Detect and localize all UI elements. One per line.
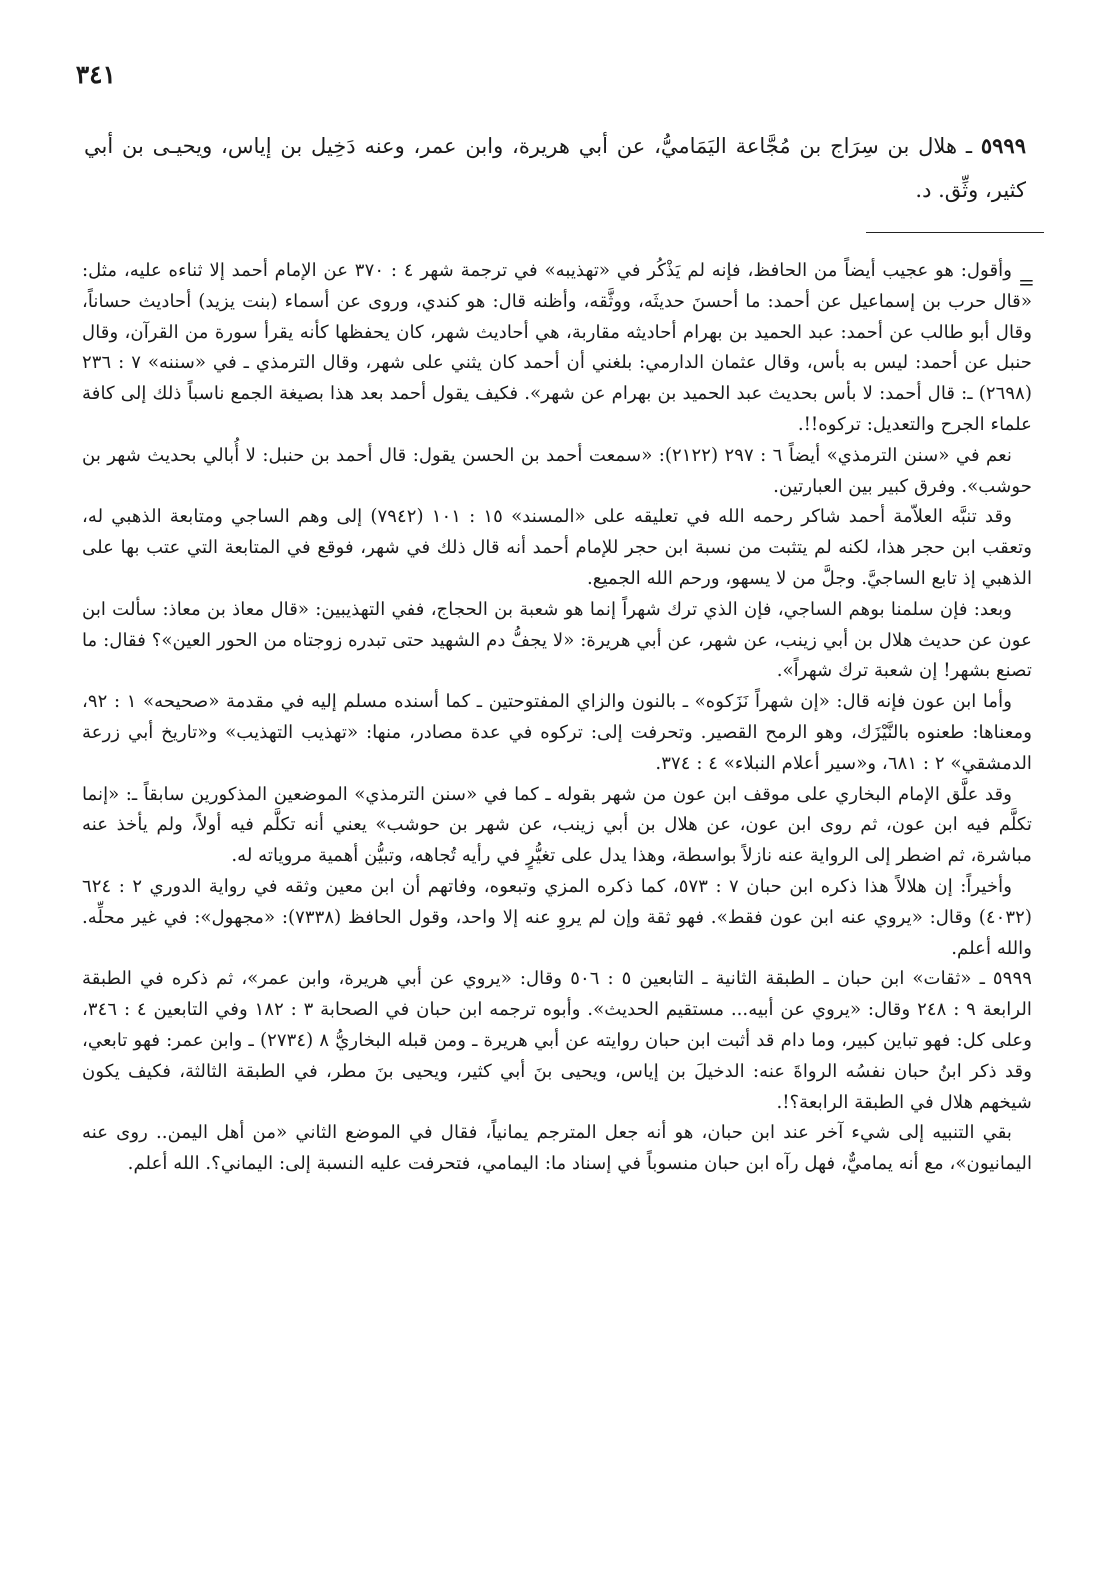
footnote-paragraph: وبعد: فإن سلمنا بوهم الساجي، فإن الذي ترك شهراً إنما هو شعبة بن الحجاج، ففي التهذيبين: «قال معاذ بن معاذ: سألت ابن عون عن حديث هلال بن أبي زينب، عن شهر، عن أبي هريرة: «لا يجفُّ دم الشهيد حتى تبدره زوجتاه من الحور العين»؟ فقال: ما تصنع بشهر! إن شعبة ترك شهراً».	[82, 598, 1032, 682]
footnote-continuation-mark: =	[1018, 270, 1035, 294]
footnote-paragraph: وأما ابن عون فإنه قال: «إن شهراً نَزَكوه» ـ بالنون والزاي المفتوحتين ـ كما أسنده مسلم إليه في مقدمة «صحيحه» ١ : ٩٢، ومعناها: طعنوه بالنَّيْزَك، وهو الرمح القصير. وتحرفت إلى: تركوه في عدة مصادر، منها: «تهذيب التهذيب» و«تاريخ أبي زرعة الدمشقي» ٢ : ٦٨١، و«سير أعلام النبلاء» ٤ : ٣٧٤.	[82, 691, 1032, 774]
entry-number: ٥٩٩٩	[980, 133, 1026, 158]
footnote-entry: ٥٩٩٩ ـ «ثقات» ابن حبان ـ الطبقة الثانية ـ التابعين ٥ : ٥٠٦ وقال: «يروي عن أبي هريرة، وابن عمر»، ثم ذكره في الطبقة الرابعة ٩ : ٢٤٨ وقال: «يروي عن أبيه... مستقيم الحديث». وأبوه ترجمه ابن حبان في الصحابة ٣ : ١٨٢ وفي التابعين ٤ : ٣٤٦، وعلى كل: فهو تباين كبير، وما دام قد أثبت ابن حبان روايته عن أبي هريرة ـ ومن قبله البخاريُّ ٨ (٢٧٣٤) ـ وابن عمر: فهو تابعي، وقد ذكر ابنُ حبان نفسُه الرواةَ عنه: الدخيلَ بن إياس، ويحيى بنَ أبي كثير، ويحيى بنَ مطر، في الطبقة الثالثة، فكيف يكون شيخهم هلال في الطبقة الرابعة؟!.	[82, 968, 1033, 1113]
footnotes	[82, 256, 1032, 1180]
page-number: ٣٤١	[75, 60, 116, 89]
footnote-paragraph: وقد تنبَّه العلاّمة أحمد شاكر رحمه الله في تعليقه على «المسند» ١٥ : ١٠١ (٧٩٤٢) إلى وهم الساجي ومتابعة الذهبي له، وتعقب ابن حجر هذا، لكنه لم يتثبت من نسبة ابن حجر للإمام أحمد أنه قال ذلك في شهر، فوقع في المتابعة التي عتب بها على الذهبي إذ تابع الساجيَّ. وجلَّ من لا يسهو، ورحم الله الجميع.	[82, 506, 1032, 589]
footnote-paragraph: نعم في «سنن الترمذي» أيضاً ٦ : ٢٩٧ (٢١٢٢): «سمعت أحمد بن الحسن يقول: قال أحمد بن حنبل: لا أُبالي بحديث شهر بن حوشب». وفرق كبير بين العبارتين.	[82, 444, 1032, 497]
footnote-paragraph: وأقول: هو عجيب أيضاً من الحافظ، فإنه لم يَذْكُر في «تهذيبه» في ترجمة شهر ٤ : ٣٧٠ عن الإمام أحمد إلا ثناءه عليه، مثل: «قال حرب بن إسماعيل عن أحمد: ما أحسنَ حديثَه، ووثَّقه، وأظنه قال: هو كندي، وروى عن أسماء (بنت يزيد) أحاديث حساناً، وقال أبو طالب عن أحمد: عبد الحميد بن بهرام أحاديثه مقاربة، هي أحاديث شهر، كان يحفظها كأنه يقرأ سورة من القرآن، وقال حنبل عن أحمد: ليس به بأس، وقال عثمان الدارمي: بلغني أن أحمد كان يثني على شهر، وقال الترمذي ـ في «سننه» ٧ : ٢٣٦ (٢٦٩٨) ـ: قال أحمد: لا بأس بحديث عبد الحميد بن بهرام عن شهر». فكيف يقول أحمد بعد هذا بصيغة الجمع ناسباً ذلك إلى كافة علماء الجرح والتعديل: تركوه!!.	[82, 260, 1032, 435]
footnote-separator	[866, 232, 1044, 233]
footnote-paragraph: وأخيراً: إن هلالاً هذا ذكره ابن حبان ٧ : ٥٧٣، كما ذكره المزي وتبعوه، وفاتهم أن ابن معين وثقه في رواية الدوري ٢ : ٦٢٤ (٤٠٣٢) وقال: «يروي عنه ابن عون فقط». فهو ثقة وإن لم يروِ عنه إلا واحد، وقول الحافظ (٧٣٣٨): «مجهول»: في غير محلِّه. والله أعلم.	[82, 875, 1033, 959]
footnote-paragraph: وقد علَّق الإمام البخاري على موقف ابن عون من شهر بقوله ـ كما في «سنن الترمذي» الموضعين المذكورين سابقاً ـ: «إنما تكلَّم فيه ابن عون، ثم روى ابن عون، عن هلال بن أبي زينب، عن شهر بن حوشب» يعني أنه تكلَّم فيه أولاً، ولم يأخذ عنه مباشرة، ثم اضطر إلى الرواية عنه نازلاً بواسطة، وهذا يدل على تغيُّرٍ في رأيه تُجاهه، وتبيُّن أهمية مروياته له.	[82, 783, 1032, 867]
biography-entry	[84, 124, 1026, 212]
footnote-paragraph: بقي التنبيه إلى شيء آخر عند ابن حبان، هو أنه جعل المترجم يمانياً، فقال في الموضع الثاني «من أهل اليمن.. روى عنه اليمانيون»، مع أنه يماميٌّ، فهل رآه ابن حبان منسوباً في إسناد ما: اليمامي، فتحرفت عليه النسبة إلى: اليماني؟. الله أعلم.	[82, 1122, 1032, 1175]
entry-text: ـ هلال بن سِرَاج بن مُجَّاعة اليَمَاميُّ، عن أبي هريرة، وابن عمر، وعنه دَخِيل بن إياس، ويحيـى بن أبي كثير، وثِّق. د.	[84, 134, 1026, 202]
